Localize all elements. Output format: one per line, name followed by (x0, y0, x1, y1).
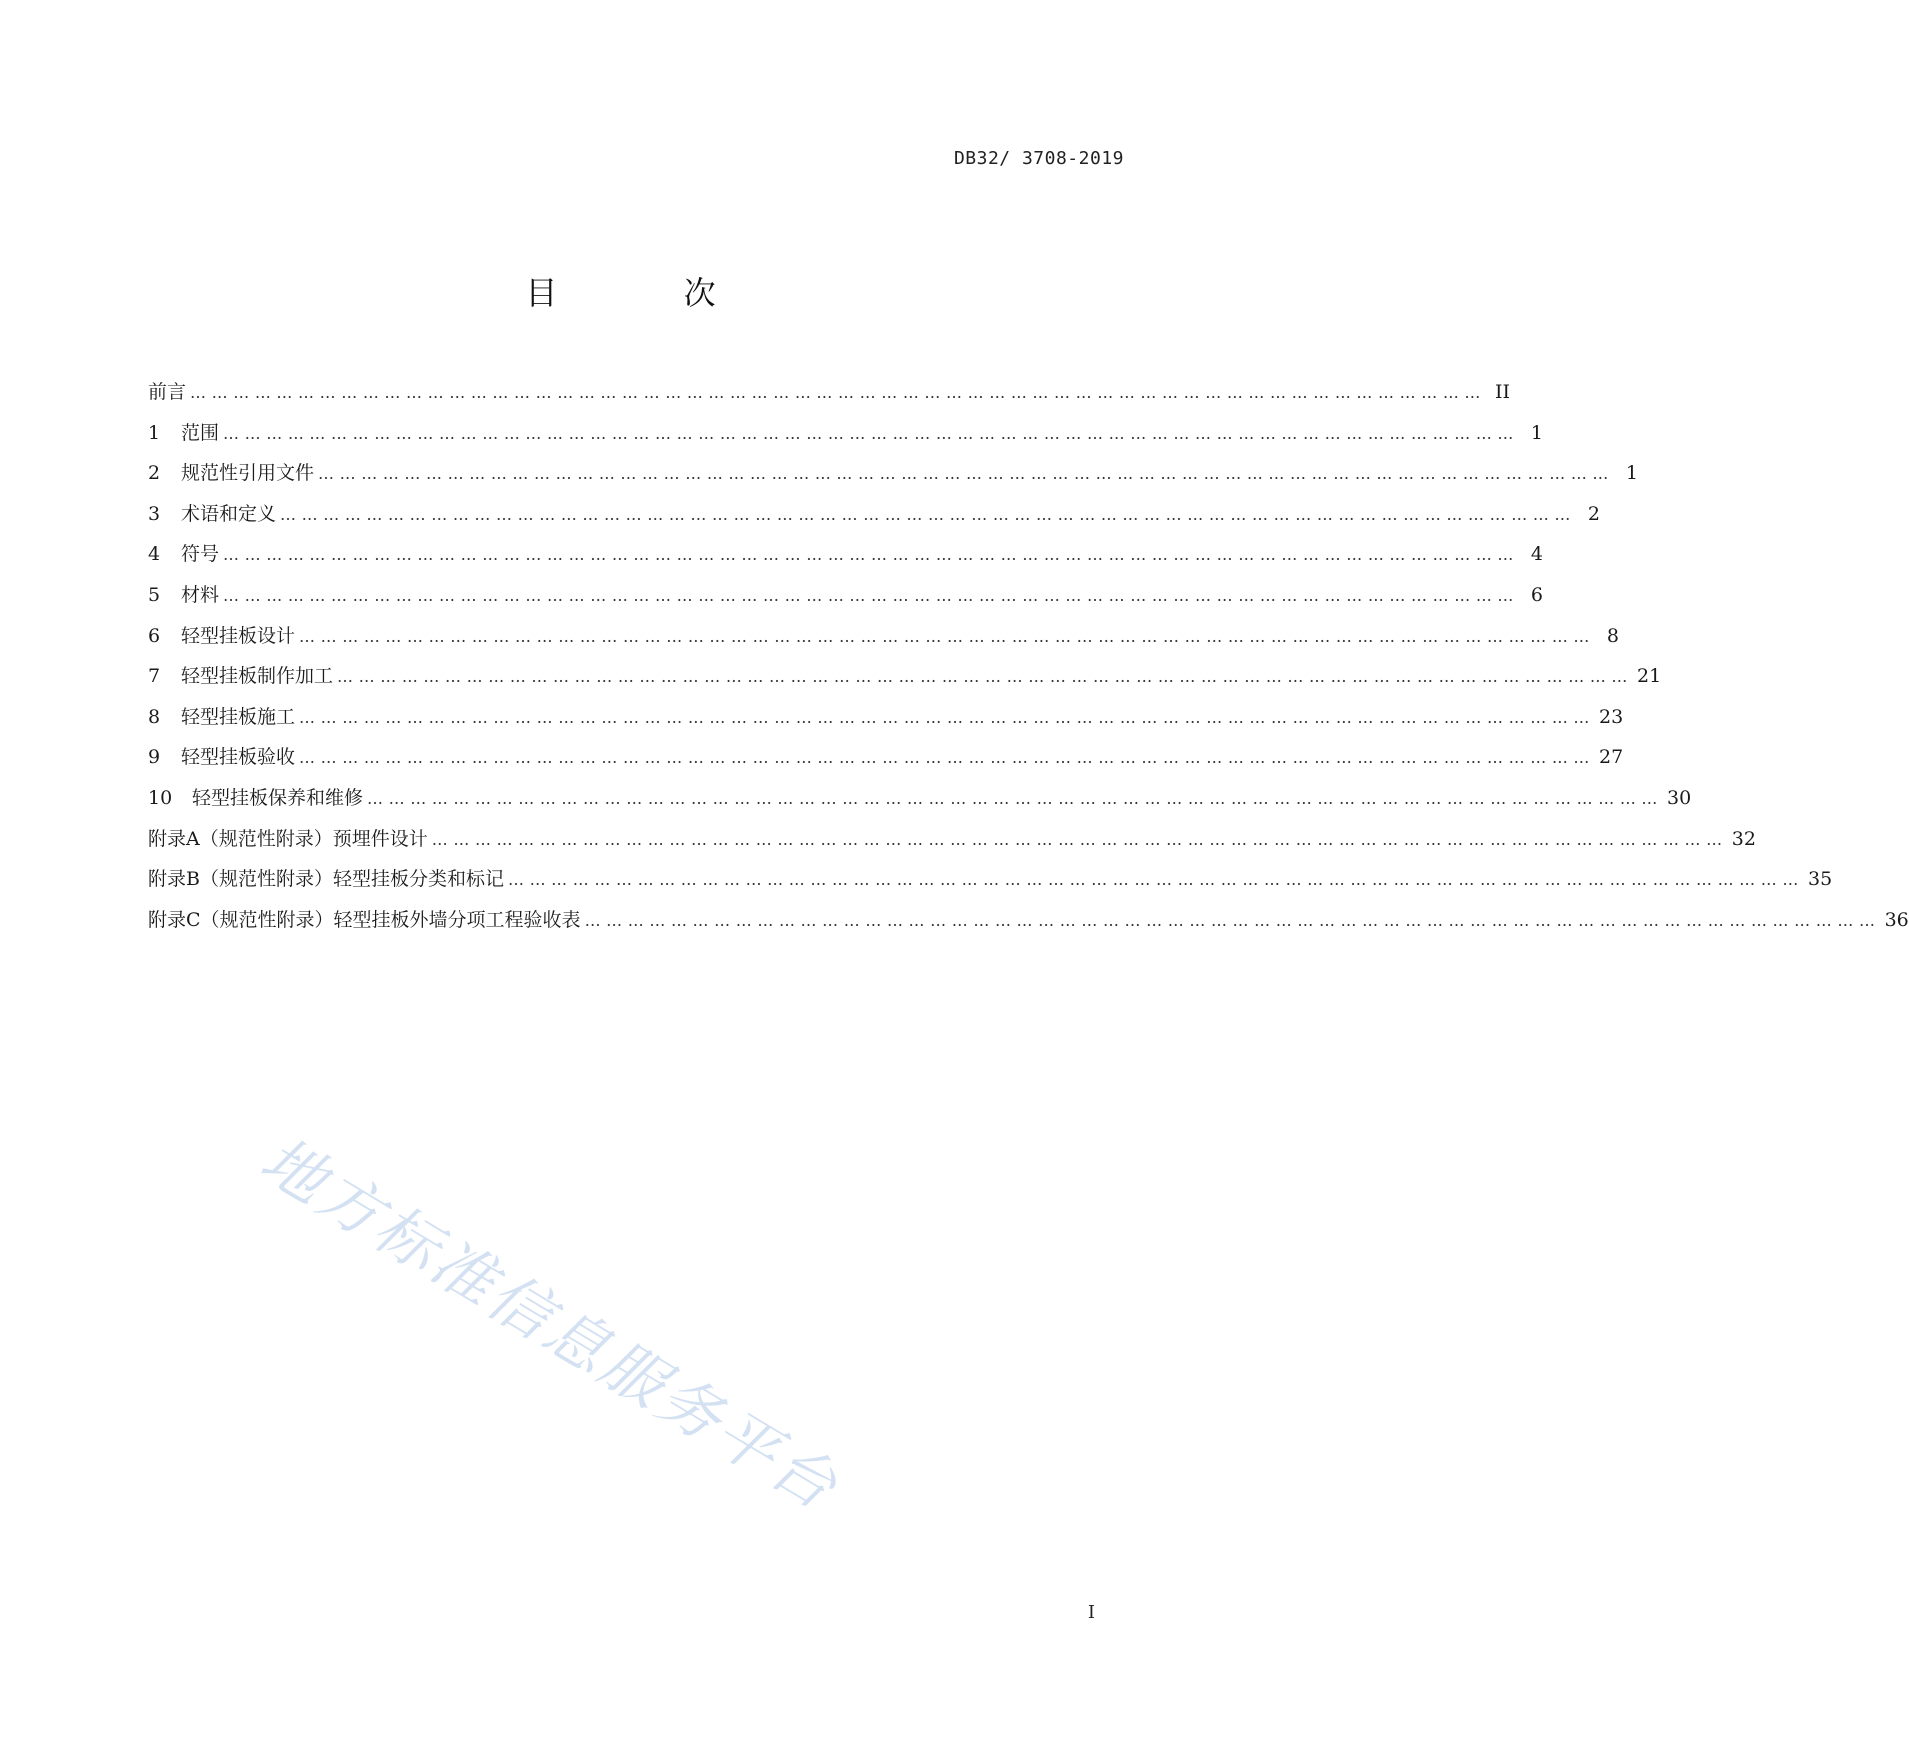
toc-entry-2[interactable] (148, 453, 1639, 494)
dot-leader: ……………………………………………………………………………………………………………………………………………………………… (337, 667, 1634, 687)
dot-leader: ……………………………………………………………………………………………………………………………………………………………… (299, 707, 1596, 727)
toc-label: 轻型挂板施工 (181, 705, 296, 728)
toc-entry-5[interactable] (148, 575, 1544, 616)
toc-page-number: 2 (1587, 502, 1601, 525)
document-code: DB32/ 3708-2019 (953, 148, 1124, 169)
table-of-contents (148, 372, 1909, 940)
toc-number: 1 (148, 421, 161, 444)
toc-entry-9[interactable] (148, 737, 1624, 778)
toc-label: 范围 (181, 421, 220, 444)
toc-sublabel: 预埋件设计 (332, 827, 428, 850)
toc-entry-appendix-b[interactable] (148, 859, 1833, 900)
toc-label: 附录C（规范性附录） (148, 908, 334, 931)
toc-number: 3 (148, 502, 161, 525)
toc-entry-4[interactable] (148, 534, 1544, 575)
toc-page-number: II (1495, 381, 1511, 403)
toc-label: 附录A（规范性附录） (148, 827, 333, 850)
toc-page-number: 36 (1884, 908, 1909, 931)
dot-leader: ……………………………………………………………………………………………………………………………………………………………… (280, 504, 1577, 524)
toc-label: 轻型挂板验收 (181, 746, 296, 769)
toc-number: 8 (148, 705, 161, 728)
dot-leader: ……………………………………………………………………………………………………………………………………………………………… (299, 748, 1596, 768)
dot-leader: ……………………………………………………………………………………………………………………………………………………………… (223, 585, 1520, 605)
toc-sublabel: 轻型挂板外墙分项工程验收表 (333, 908, 581, 931)
toc-label: 前言 (148, 381, 187, 403)
toc-label: 轻型挂板保养和维修 (192, 786, 364, 809)
toc-page-number: 1 (1530, 421, 1544, 444)
dot-leader: ……………………………………………………………………………………………………………………………………………………………… (584, 910, 1881, 930)
toc-sublabel: 轻型挂板分类和标记 (332, 868, 504, 891)
toc-label: 术语和定义 (181, 502, 277, 525)
toc-page-number: 27 (1599, 746, 1624, 769)
toc-entry-1[interactable] (148, 413, 1544, 454)
toc-page-number: 8 (1606, 624, 1620, 647)
dot-leader: ……………………………………………………………………………………………………………………………………………………………… (223, 545, 1520, 565)
page-title: 目 次 (525, 274, 774, 312)
toc-entry-7[interactable] (148, 656, 1662, 697)
toc-page-number: 4 (1530, 543, 1544, 566)
toc-number: 5 (148, 583, 161, 606)
toc-number: 6 (148, 624, 161, 647)
dot-leader: ……………………………………………………………………………………………………………………………………………………………… (431, 829, 1728, 849)
toc-number: 7 (148, 665, 161, 688)
toc-label: 符号 (181, 543, 220, 566)
toc-page-number: 1 (1625, 462, 1639, 485)
toc-entry-10[interactable] (148, 778, 1692, 819)
toc-entry-8[interactable] (148, 697, 1624, 738)
toc-page-number: 32 (1731, 827, 1756, 850)
toc-label: 材料 (181, 583, 220, 606)
dot-leader: ……………………………………………………………………………………………………………………………………………………………… (318, 464, 1615, 484)
toc-entry-3[interactable] (148, 494, 1601, 535)
toc-page-number: 35 (1807, 868, 1833, 891)
watermark: 地方标准信息服务平台 (248, 1122, 852, 1526)
toc-label: 规范性引用文件 (181, 462, 315, 485)
dot-leader: ……………………………………………………………………………………………………………………………………………………………… (507, 870, 1804, 890)
toc-page-number: 6 (1530, 583, 1544, 606)
dot-leader: ……………………………………………………………………………………………………………………………………………………………… (223, 423, 1520, 443)
toc-number: 2 (148, 462, 161, 485)
dot-leader: ……………………………………………………………………………………………………………………………………………………………… (367, 788, 1664, 808)
toc-label: 轻型挂板设计 (181, 624, 296, 647)
toc-number: 9 (148, 746, 161, 769)
dot-leader: ……………………………………………………………………………………………………………………………………………………………… (299, 626, 1596, 646)
toc-page-number: 21 (1637, 665, 1662, 688)
toc-entry-appendix-c[interactable] (148, 900, 1909, 941)
toc-page-number: 23 (1599, 705, 1624, 728)
toc-label: 附录B（规范性附录） (148, 868, 333, 891)
toc-entry-6[interactable] (148, 616, 1620, 657)
toc-number: 4 (148, 543, 161, 566)
toc-entry-appendix-a[interactable] (148, 819, 1756, 860)
toc-entry-foreword[interactable] (148, 372, 1511, 413)
toc-number: 10 (148, 786, 173, 809)
toc-page-number: 30 (1667, 786, 1692, 809)
toc-label: 轻型挂板制作加工 (181, 665, 334, 688)
page-number: I (1087, 1602, 1095, 1623)
dot-leader: ……………………………………………………………………………………………………………………………………………………………… (190, 383, 1487, 402)
